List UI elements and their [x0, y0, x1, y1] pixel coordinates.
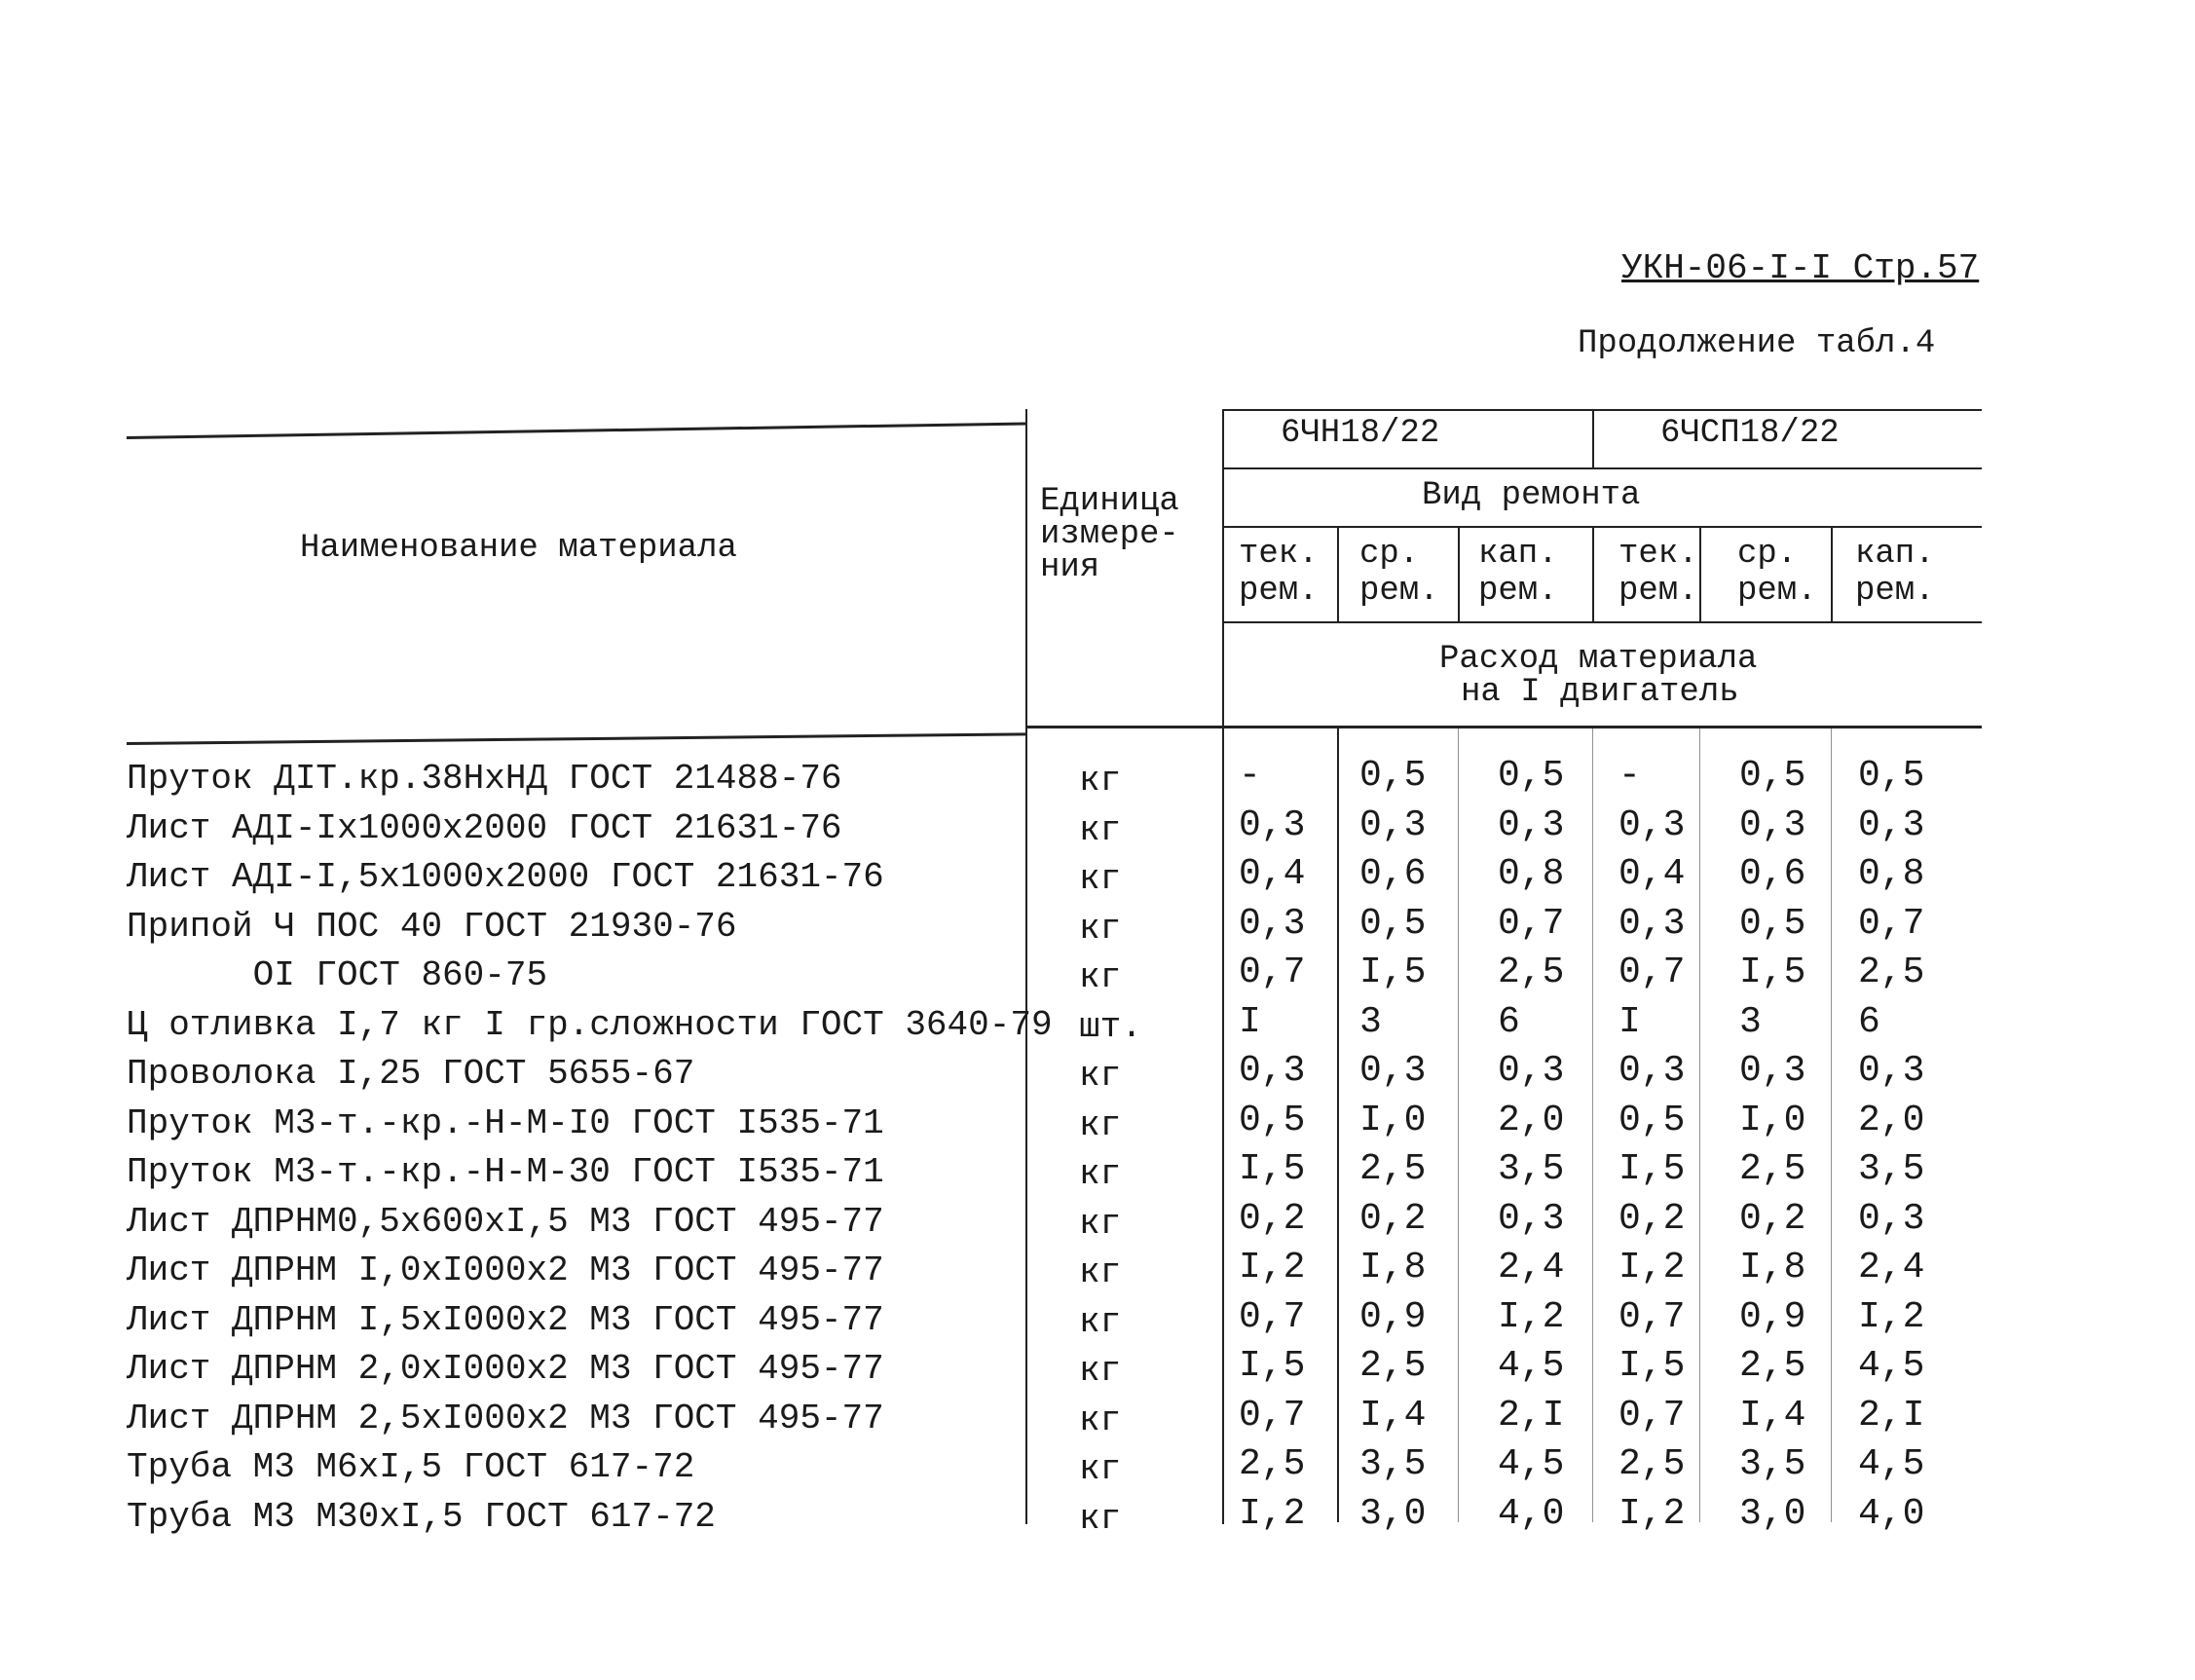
document-code: УКН-06-I-I Стр.57 — [1621, 248, 1980, 288]
value-cell: 0,5 — [1359, 902, 1427, 945]
column-header-unit-1: Единица — [1040, 483, 1179, 520]
value-cell: 0,7 — [1239, 952, 1306, 993]
material-name-cell: Лист ДПРНМ I,0xI000x2 М3 ГОСТ 495-77 — [127, 1251, 884, 1290]
value-cell: I,2 — [1858, 1295, 1925, 1338]
repair-col-4-l1: тек. — [1618, 536, 1698, 573]
material-name-cell: Труба М3 М30xI,5 ГОСТ 617-72 — [127, 1496, 716, 1537]
value-cell: I,0 — [1739, 1099, 1806, 1141]
value-cell: 0,6 — [1359, 853, 1427, 895]
value-cell: 0,3 — [1498, 1050, 1565, 1092]
value-cell: 0,8 — [1498, 853, 1565, 895]
unit-cell: кг — [1079, 761, 1122, 801]
value-cell: 3,5 — [1739, 1443, 1806, 1485]
value-cell: 2,4 — [1498, 1247, 1565, 1288]
value-cell: I,5 — [1618, 1148, 1686, 1190]
value-cell: 0,2 — [1739, 1197, 1806, 1240]
value-cell: 0,9 — [1739, 1295, 1806, 1338]
value-cell: - — [1239, 755, 1261, 797]
unit-cell: кг — [1079, 957, 1122, 997]
unit-cell: шт. — [1079, 1006, 1142, 1047]
repair-col-2-l1: ср. — [1359, 536, 1420, 573]
value-cell: 0,9 — [1359, 1295, 1427, 1338]
value-cell: I — [1618, 1000, 1641, 1043]
value-cell: I,0 — [1359, 1099, 1427, 1141]
value-cell: 6 — [1858, 1000, 1880, 1043]
table-continuation-label: Продолжение табл.4 — [1578, 325, 1936, 362]
unit-cell: кг — [1079, 1252, 1122, 1292]
material-name-cell: OI ГОСТ 860-75 — [127, 955, 548, 995]
column-header-unit-3: ния — [1040, 549, 1100, 586]
value-cell: 0,3 — [1239, 1050, 1306, 1092]
column-header-material: Наименование материала — [300, 530, 737, 567]
material-name-cell: Проволока I,25 ГОСТ 5655-67 — [127, 1054, 695, 1094]
material-name-cell: Лист ДПРНМ 2,0xI000x2 М3 ГОСТ 495-77 — [127, 1349, 884, 1389]
value-cell: 0,5 — [1739, 755, 1806, 797]
value-cell: 0,7 — [1498, 902, 1565, 945]
value-cell: 2,5 — [1498, 952, 1565, 993]
value-cell: I — [1239, 1000, 1261, 1043]
repair-col-3-l2: рем. — [1478, 573, 1558, 610]
value-cell: 2,4 — [1858, 1247, 1925, 1288]
value-cell: 0,5 — [1618, 1099, 1686, 1141]
value-cell: 3,0 — [1739, 1492, 1806, 1535]
repair-col-4-l2: рем. — [1618, 573, 1698, 610]
value-cell: I,5 — [1239, 1345, 1306, 1387]
value-cell: 0,2 — [1239, 1197, 1306, 1240]
value-cell: 2,I — [1858, 1394, 1925, 1437]
value-cell: 2,0 — [1858, 1099, 1925, 1141]
column-header-unit-2: измере- — [1040, 516, 1179, 553]
value-cell: 3 — [1359, 1000, 1382, 1043]
value-cell: 0,3 — [1739, 803, 1806, 846]
material-name-cell: Пруток М3-т.-кр.-Н-М-I0 ГОСТ I535-71 — [127, 1102, 884, 1143]
unit-cell: кг — [1079, 1203, 1122, 1244]
material-name-cell: Пруток ДIТ.кр.38НхНД ГОСТ 21488-76 — [127, 759, 842, 799]
value-cell: 0,8 — [1858, 853, 1925, 895]
material-name-cell: Труба М3 М6xI,5 ГОСТ 617-72 — [127, 1447, 695, 1487]
consumption-header-2: на I двигатель — [1461, 674, 1739, 711]
value-cell: 0,2 — [1359, 1197, 1427, 1240]
value-cell: 0,7 — [1618, 952, 1686, 993]
value-cell: 6 — [1498, 1000, 1520, 1043]
unit-cell: кг — [1079, 908, 1122, 949]
value-cell: 0,5 — [1359, 755, 1427, 797]
value-cell: 2,5 — [1739, 1345, 1806, 1387]
value-cell: 2,5 — [1739, 1148, 1806, 1190]
unit-cell: кг — [1079, 1400, 1122, 1440]
value-cell: 4,0 — [1498, 1492, 1565, 1535]
value-cell: 4,5 — [1498, 1443, 1565, 1485]
material-name-cell: Лист АДI-Ix1000x2000 ГОСТ 21631-76 — [127, 807, 842, 848]
material-name-cell: Лист ДПРНМ 2,5xI000x2 М3 ГОСТ 495-77 — [127, 1398, 884, 1438]
value-cell: 2,0 — [1498, 1099, 1565, 1141]
material-name-cell: Ц отливка I,7 кг I гр.сложности ГОСТ 3640-79 — [127, 1004, 1053, 1045]
value-cell: 3,0 — [1359, 1492, 1427, 1535]
material-name-cell: Лист ДПРНМ I,5xI000x2 М3 ГОСТ 495-77 — [127, 1299, 884, 1340]
repair-col-1-l1: тек. — [1239, 536, 1319, 573]
value-cell: 0,5 — [1739, 902, 1806, 945]
unit-cell: кг — [1079, 1449, 1122, 1489]
unit-cell: кг — [1079, 1301, 1122, 1342]
value-cell: 0,3 — [1498, 803, 1565, 846]
value-cell: 0,5 — [1858, 755, 1925, 797]
value-cell: I,2 — [1618, 1247, 1686, 1288]
value-cell: 0,3 — [1618, 1050, 1686, 1092]
material-name-cell: Припой Ч ПОС 40 ГОСТ 21930-76 — [127, 906, 737, 947]
value-cell: - — [1618, 755, 1641, 797]
repair-col-2-l2: рем. — [1359, 573, 1439, 610]
value-cell: 0,3 — [1618, 902, 1686, 945]
value-cell: 0,3 — [1858, 1197, 1925, 1240]
unit-cell: кг — [1079, 859, 1122, 899]
engine-header-1: 6ЧН18/22 — [1281, 415, 1440, 452]
value-cell: 3,5 — [1858, 1148, 1925, 1190]
value-cell: I,8 — [1359, 1247, 1427, 1288]
value-cell: 0,3 — [1239, 902, 1306, 945]
value-cell: I,2 — [1618, 1492, 1686, 1535]
value-cell: 3,5 — [1498, 1148, 1565, 1190]
value-cell: 0,4 — [1239, 853, 1306, 895]
value-cell: 2,5 — [1239, 1443, 1306, 1485]
value-cell: I,2 — [1239, 1492, 1306, 1535]
value-cell: 2,5 — [1858, 952, 1925, 993]
repair-col-6-l2: рем. — [1855, 573, 1935, 610]
value-cell: 3,5 — [1359, 1443, 1427, 1485]
value-cell: 0,3 — [1739, 1050, 1806, 1092]
repair-col-1-l2: рем. — [1239, 573, 1319, 610]
value-cell: 4,0 — [1858, 1492, 1925, 1535]
material-name-cell: Лист АДI-I,5x1000x2000 ГОСТ 21631-76 — [127, 857, 884, 897]
value-cell: 4,5 — [1498, 1345, 1565, 1387]
value-cell: 2,5 — [1359, 1148, 1427, 1190]
value-cell: 2,5 — [1359, 1345, 1427, 1387]
value-cell: I,4 — [1739, 1394, 1806, 1437]
value-cell: 0,3 — [1359, 1050, 1427, 1092]
value-cell: 0,3 — [1239, 803, 1306, 846]
value-cell: I,5 — [1739, 952, 1806, 993]
repair-col-5-l1: ср. — [1737, 536, 1798, 573]
value-cell: 0,4 — [1618, 853, 1686, 895]
unit-cell: кг — [1079, 1056, 1122, 1096]
value-cell: 4,5 — [1858, 1345, 1925, 1387]
value-cell: 0,3 — [1498, 1197, 1565, 1240]
repair-col-3-l1: кап. — [1478, 536, 1558, 573]
value-cell: I,5 — [1618, 1345, 1686, 1387]
value-cell: 0,3 — [1618, 803, 1686, 846]
value-cell: 2,I — [1498, 1394, 1565, 1437]
unit-cell: кг — [1079, 809, 1122, 850]
repair-col-6-l1: кап. — [1855, 536, 1935, 573]
consumption-header-1: Расход материала — [1439, 641, 1758, 678]
value-cell: I,4 — [1359, 1394, 1427, 1437]
value-cell: 2,5 — [1618, 1443, 1686, 1485]
material-name-cell: Лист ДПРНМ0,5x600xI,5 М3 ГОСТ 495-77 — [127, 1201, 884, 1242]
value-cell: 0,2 — [1618, 1197, 1686, 1240]
value-cell: 0,7 — [1618, 1295, 1686, 1338]
value-cell: 4,5 — [1858, 1443, 1925, 1485]
unit-cell: кг — [1079, 1104, 1122, 1145]
value-cell: I,5 — [1239, 1148, 1306, 1190]
value-cell: 0,6 — [1739, 853, 1806, 895]
value-cell: 0,5 — [1239, 1099, 1306, 1141]
unit-cell: кг — [1079, 1498, 1122, 1539]
value-cell: I,8 — [1739, 1247, 1806, 1288]
unit-cell: кг — [1079, 1351, 1122, 1391]
value-cell: I,2 — [1239, 1247, 1306, 1288]
value-cell: 0,3 — [1858, 1050, 1925, 1092]
value-cell: 0,5 — [1498, 755, 1565, 797]
repair-col-5-l2: рем. — [1737, 573, 1817, 610]
value-cell: 0,3 — [1858, 803, 1925, 846]
engine-header-2: 6ЧСП18/22 — [1660, 415, 1840, 452]
unit-cell: кг — [1079, 1154, 1122, 1194]
value-cell: 0,7 — [1239, 1295, 1306, 1338]
value-cell: I,2 — [1498, 1295, 1565, 1338]
value-cell: 0,7 — [1618, 1394, 1686, 1437]
value-cell: 3 — [1739, 1000, 1762, 1043]
repair-type-header: Вид ремонта — [1422, 477, 1641, 514]
value-cell: 0,7 — [1858, 902, 1925, 945]
value-cell: 0,3 — [1359, 803, 1427, 846]
value-cell: I,5 — [1359, 952, 1427, 993]
value-cell: 0,7 — [1239, 1394, 1306, 1437]
material-name-cell: Пруток М3-т.-кр.-Н-М-30 ГОСТ I535-71 — [127, 1152, 884, 1192]
